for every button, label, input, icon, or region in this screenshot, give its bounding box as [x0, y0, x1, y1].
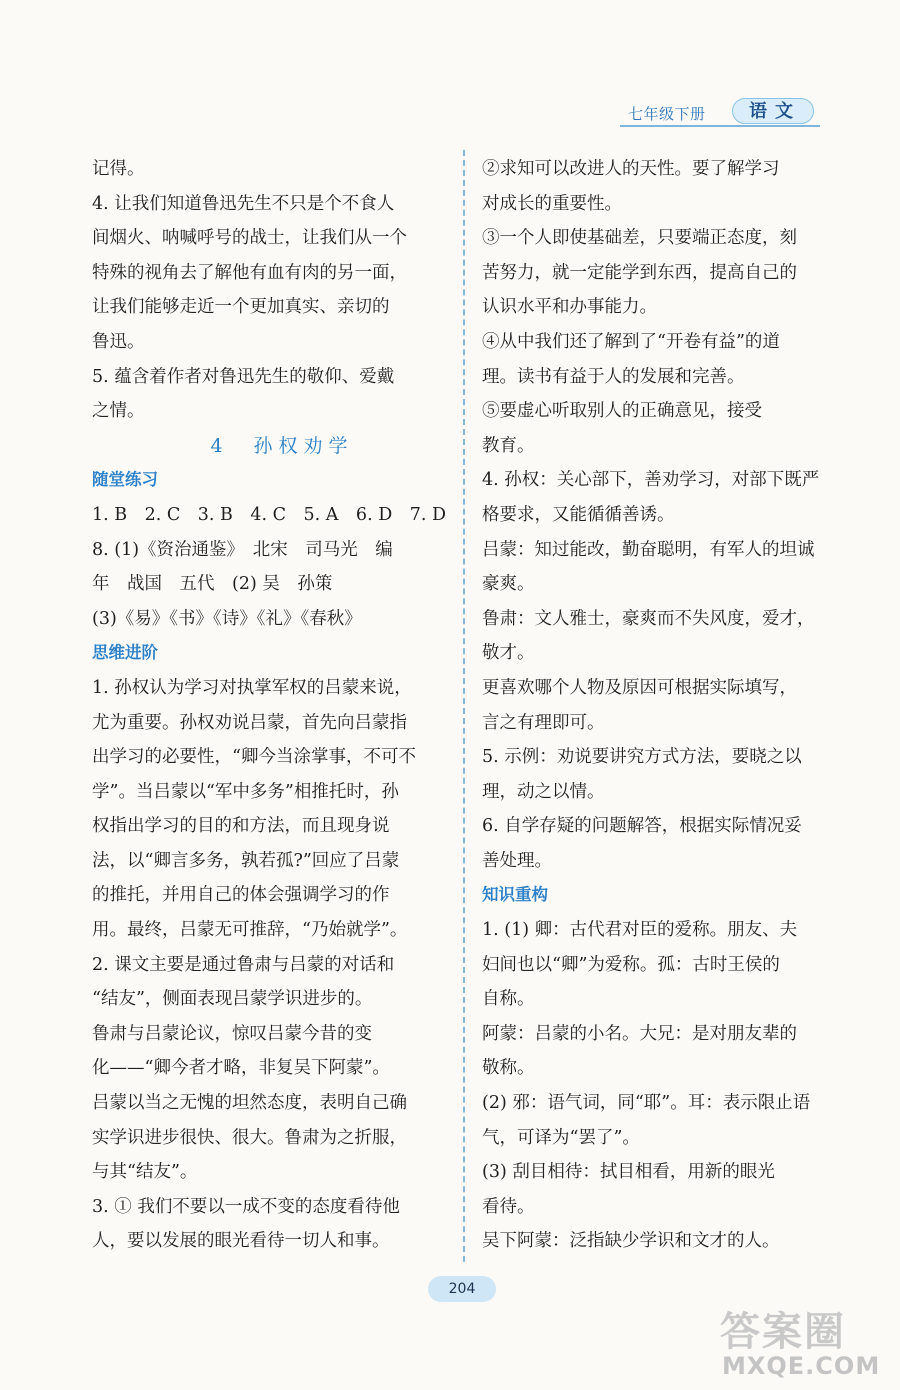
- text-line: 鲁迅。: [92, 331, 145, 352]
- text-line: 6. 自学存疑的问题解答，根据实际情况妥: [482, 816, 802, 837]
- text-line: 的推托，并用自己的体会强调学习的作: [92, 885, 390, 906]
- header-grade: 七年级下册: [628, 105, 706, 123]
- text-line: “结友”，侧面表现吕蒙学识进步的。: [92, 989, 373, 1010]
- text-line: 3. ① 我们不要以一成不变的态度看待他: [92, 1196, 400, 1217]
- right-column: [482, 152, 832, 1259]
- text-line: 用。最终，吕蒙无可推辞，“乃始就学”。: [92, 920, 408, 941]
- text-line: 1. (1) 卿：古代君对臣的爱称。朋友、夫: [482, 920, 798, 941]
- text-line: 敬称。: [482, 1058, 535, 1079]
- text-line: 吕蒙以当之无愧的坦然态度，表明自己确: [92, 1093, 407, 1114]
- text-line: 豪爽。: [482, 574, 535, 595]
- watermark-url: MXQE.COM: [722, 1352, 881, 1380]
- header-subject-badge: 语文: [732, 98, 814, 124]
- text-line: 化——“卿今者才略，非复吴下阿蒙”。: [92, 1058, 390, 1079]
- text-line: ⑤要虚心听取别人的正确意见，接受: [482, 401, 762, 422]
- text-line: 间烟火、呐喊呼号的战士，让我们从一个: [92, 228, 407, 249]
- subhead-knowledge: 知识重构: [482, 885, 548, 905]
- running-header: [620, 98, 820, 130]
- text-line: 学”。当吕蒙以“军中多务”相推托时，孙: [92, 781, 399, 802]
- text-line: ③一个人即使基础差，只要端正态度，刻: [482, 228, 797, 249]
- text-line: 理。读书有益于人的发展和完善。: [482, 366, 745, 387]
- text-line: 让我们能够走近一个更加真实、亲切的: [92, 297, 390, 318]
- watermark-title: 答案圈: [720, 1309, 846, 1355]
- text-line: (3) 刮目相待：拭目相看，用新的眼光: [482, 1162, 775, 1183]
- text-line: 法，以“卿言多务，孰若孤?”回应了吕蒙: [92, 850, 400, 871]
- text-line: 5. 蕴含着作者对鲁迅先生的敬仰、爱戴: [92, 366, 395, 387]
- text-line: 苦努力，就一定能学到东西，提高自己的: [482, 262, 797, 283]
- text-line: 实学识进步很快、很大。鲁肃为之折服，: [92, 1127, 407, 1148]
- text-line: 吕蒙：知过能改，勤奋聪明，有军人的坦诚: [482, 539, 815, 560]
- text-line: 气，可译为“罢了”。: [482, 1127, 640, 1148]
- text-line: 5. 示例：劝说要讲究方式方法，要晓之以: [482, 747, 802, 768]
- text-line: 阿蒙：吕蒙的小名。大兄：是对朋友辈的: [482, 1023, 797, 1044]
- text-line: 权指出学习的目的和方法，而且现身说: [92, 816, 390, 837]
- subhead-thinking: 思维进阶: [92, 643, 158, 663]
- section-title: 4 孙权劝学: [210, 434, 354, 457]
- text-line: 鲁肃与吕蒙论议，惊叹吕蒙今昔的变: [92, 1023, 372, 1044]
- text-line: ②求知可以改进人的天性。要了解学习: [482, 159, 780, 179]
- text-line: 特殊的视角去了解他有血有肉的另一面，: [92, 262, 407, 283]
- column-divider: [463, 150, 465, 1262]
- answer-line: 年 战国 五代 (2) 吴 孙策: [92, 574, 333, 595]
- text-line: 格要求，又能循循善诱。: [482, 504, 675, 525]
- text-line: 更喜欢哪个人物及原因可根据实际填写，: [482, 677, 797, 698]
- answer-line: (3)《易》《书》《诗》《礼》《春秋》: [92, 608, 362, 629]
- watermark-logo: [712, 1300, 892, 1388]
- text-line: 人，要以发展的眼光看待一切人和事。: [92, 1231, 390, 1252]
- answer-line: 8. (1)《资治通鉴》 北宋 司马光 编: [92, 539, 393, 560]
- text-line: 之情。: [92, 401, 145, 422]
- text-line: 看待。: [482, 1196, 535, 1217]
- text-line: 1. 孙权认为学习对执掌军权的吕蒙来说，: [92, 677, 412, 698]
- text-line: 善处理。: [482, 850, 552, 871]
- text-line: 2. 课文主要是通过鲁肃与吕蒙的对话和: [92, 954, 395, 975]
- answer-line: 1. B 2. C 3. B 4. C 5. A 6. D 7. D: [92, 504, 447, 525]
- text-line: 理，动之以情。: [482, 781, 605, 802]
- text-line: (2) 邪：语气词，同“耶”。耳：表示限止语: [482, 1093, 811, 1114]
- header-rule: [620, 125, 820, 127]
- text-line: 认识水平和办事能力。: [482, 297, 657, 318]
- text-line: 与其“结友”。: [92, 1162, 198, 1183]
- text-line: 出学习的必要性，“卿今当涂掌事，不可不: [92, 747, 416, 768]
- text-line: ④从中我们还了解到了“开卷有益”的道: [482, 331, 780, 352]
- text-line: 教育。: [482, 435, 535, 456]
- text-line: 4. 让我们知道鲁迅先生不只是个不食人: [92, 193, 395, 214]
- text-line: 敬才。: [482, 643, 535, 664]
- text-line: 自称。: [482, 989, 535, 1010]
- subhead-practice: 随堂练习: [92, 470, 158, 490]
- text-line: 对成长的重要性。: [482, 193, 622, 214]
- text-line: 4. 孙权：关心部下，善劝学习，对部下既严: [482, 470, 820, 491]
- text-line: 记得。: [92, 159, 145, 179]
- text-line: 尤为重要。孙权劝说吕蒙，首先向吕蒙指: [92, 712, 407, 733]
- left-column: [92, 152, 447, 1259]
- text-line: 吴下阿蒙：泛指缺少学识和文才的人。: [482, 1231, 780, 1252]
- text-line: 妇间也以“卿”为爱称。孤：古时王侯的: [482, 954, 780, 975]
- text-line: 言之有理即可。: [482, 712, 605, 733]
- text-line: 鲁肃：文人雅士，豪爽而不失风度，爱才，: [482, 608, 815, 629]
- page-number: 204: [428, 1276, 496, 1302]
